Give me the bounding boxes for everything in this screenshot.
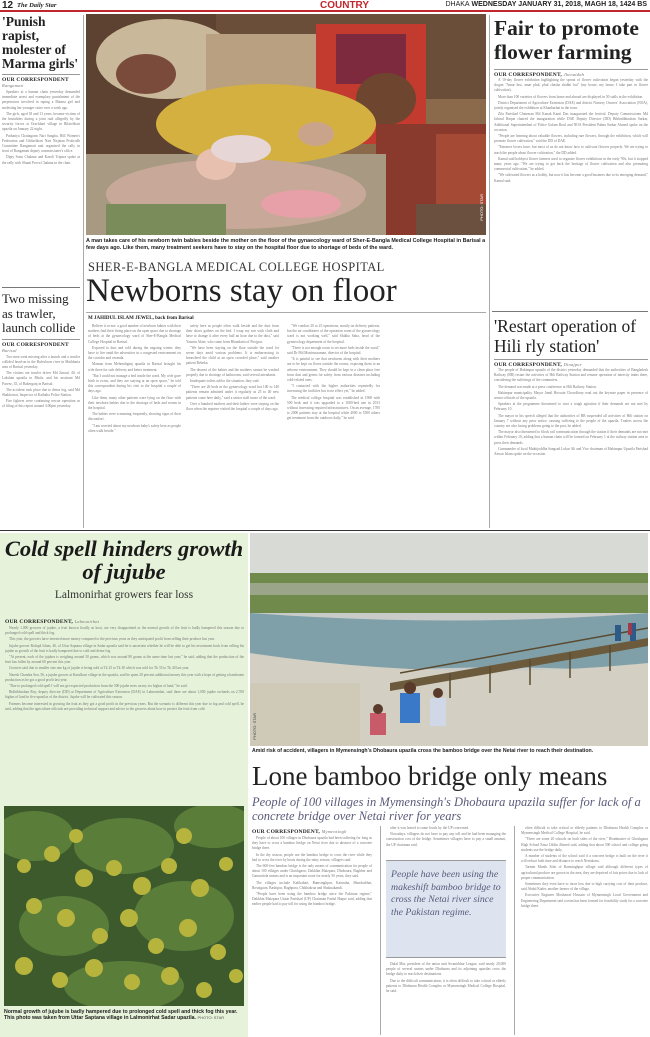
newborns-col-2: safety here as people often walk beside and the dust from their shoes gathers on the bed. I wrap my son with cloth and have to change it after every half an hour due to the dust," said Yasmin Akter, who came from Bhandaria of Pirojpur. "We have been staying on the floor outside the ward for seven days amid various problems. It is embarrassing to breastfeed the child at an open crowded place," said another patient Rebeka. The dearest of the babies and the mothers cannot be washed properly due to shortage of bathrooms, said several attendants. Inadequate toilets add to the situation, they said. "There are 26 beds in the gynaecology ward but 100 to 140 patients remain admitted under it regularly as 25 to 40 new patients come here daily," said a senior staff nurse of the ward. Over a hundred mothers and their babies were staying on the floor when the reporter visited the hospital a couple of days ago. — [186, 324, 279, 412]
trawler-byline-name: OUR CORRESPONDENT — [2, 341, 69, 348]
bridge-col-1: People of about 100 villages in Dhobaura upazila had been suffering for long as they have to cross a bamboo bridge on Netai river due to absence of a concrete bridge there. In the dry season, people use the bamboo bridge to cross the river while they had to cross the river by boats during the rainy season, villagers said. The 600-feet bamboo bridge is the only means of communication for people of about 100 villages under Ghoshgaon, Dakkhin Maizpara, Dhobaura, Baghber and Gamaritola unions and is an important route for nearly 50 years, they said. The villages include Kalikabari, Ramsinghpur, Katuntha, Mundurbhat, Rosnigaon, Bashipur, Baghpara, Chikhakrua and Shakuakandi. "People have been using the bamboo bridge since the Pakistan regime," Dakkhin Maizpara Union Parishad (UP) Chairman Fazlul Haque said, adding that earlier people had to pay toll for using the bamboo bridge. — [252, 836, 372, 907]
jujube-caption-text: Normal growth of jujube is badly hampered due to prolonged cold spell and thick fog this year. This photo was taken from Uttar Saptana village in Lalmonirhat Sadar upazila. — [4, 1009, 238, 1022]
rapist-byline — [2, 74, 80, 88]
jujube-box — [0, 533, 248, 1037]
jujube-photo-credit: PHOTO: STAR — [197, 1015, 225, 1021]
flower-byline: OUR CORRESPONDENT, Jhenaidah — [494, 69, 648, 78]
newborns-col-3: "We conduct 20 to 25 operations, mostly on delivery patients, but the air conditioner of the operation room of the gynaecology ward is not working well," said Shikha Saha, head of the gynaecology department of the hospital. "There is not enough room to set more beds inside the ward," said Dr Md Moniruzzaman, director of the hospital. "It is painful to see that newborns along with their mothers are to be kept on floors outside the rooms, exposing them to an adverse environment. They should be kept in a clean place free from dust and germs for safety from various diseases including cold-related ones. "I contacted with the higher authorities repeatedly for increasing the facilities but to no effect yet," he added. The medical college hospital was established in 1968 with 500 beds and it was upgraded to a 1000-bed one in 2013 without increasing required infrastructures. On an average, 1700 to 2000 patients stay at the hospital while 4000 to 5500 others get treatment from the outdoors daily," he said. — [287, 324, 380, 421]
bridge-byline-place: Mymensingh — [321, 829, 347, 834]
bridge-col-3: often difficult to take critical or elderly patients to Dhobaura Health Complex or Mymensingh Medical College Hospital, he said. "There are some 20 schools on both sides of the river," Headmaster of Ghoshgaon High School Enuz Uddin Ahmed said, adding that about 500 school and college going students use the bridge daily. A number of students of the school said if a concrete bridge is built on the river it will reduce both time and distance to reach Netrakona. Tarmin Monik Sifat of Ramsinghpur village said although different types of agricultural produce are grown in the area, they are deprived of fair prices due to lack of proper communication. Sometimes they even have to incur loss due to high carrying cost of their produce, said Abdul Kader, another farmer of the village. Executive Engineer Mosharraf Hossain of Mymensingh Local Government and Engineering Department said a team has been formed for feasibility study for a concrete bridge there. — [521, 826, 648, 908]
hili-byline: OUR CORRESPONDENT, Dinajpur — [494, 359, 648, 368]
dateline-date: WEDNESDAY JANUARY 31, 2018, MAGH 18, 1424 BS — [471, 1, 647, 8]
flower-byline-name: OUR CORRESPONDENT — [494, 72, 561, 78]
rapist-byline-place: Rangamati — [2, 83, 24, 88]
newborns-headline: Newborns stay on floor — [86, 273, 397, 309]
jujube-body: Nearly 1,000 growers of jujube, a fruit known locally as kooi, are very disappointed as the normal growth of the fruit is badly hampered this season due to prolonged cold spell and thick fog. This year, the growers have invested more money compared to the previous years as they anticipated profit from selling their produce last year. Jujube grower Rafiqul Islam, 46, of Uttar Saptana village in Sadar upazila said he is uncertain whether he will be able to get his investment back from selling his jujube as growth of the fruit is badly hampered due to cold and dense fog. "At present, each of the jujubes is weighing around 30 grams, which was around 80 grams at the same time last year," he said, adding that the production of the fruit has fallen by around 60 percent this year. Growers said due to smaller size one kg of jujube is being sold at Tk 25 to Tk 30 which was sold for Tk 35 to Tk 40 last year. Naresh Chandra Sen, 56, a jujube grower at Kurulkuri village in the upazila, said he spent 20 percent additional money this year with a hope of getting a handsome production as he got a good profit last year. "Due to prolonged cold spell I will not get expected production from the 500 jujube trees on my six bighas of land," he said. Bidhibhushan Roy, deputy director (DD) at Department of Agriculture Extension (DAE) in Lalmonirhat, said there are about 1,000 jujube orchards on 2,760 bighas of land in five upazilas of the district. Jujube will be cultivated this season. Farmers become interested in growing the fruit as they got a good profit in the previous years. But the scenario is different this year due to fog and cold spell, he said, adding that the agriculture officials are providing technical support and advice to the growers about how to protect the fruit from cold. — [5, 626, 244, 711]
jujube-headline: Cold spell hinders growth of jujube — [4, 536, 244, 584]
jujube-byline-name: OUR CORRESPONDENT — [5, 619, 72, 625]
trawler-body: Two men went missing after a launch and a trawler collided head-on in the Buleshwar river in Mathbaria area of Barisal yesterday. The victims are trawler driver Md Jiaraul, 40, of Lakshan upazila in Bhola, and his assistant Md Parvez, 35, of Bakerganj in Barisal. The accident took place due to dense fog, said Md Shakhawat, Inspector of Kathalia Police Station. Fire fighters were continuing rescue operation as of filing of this report around 4:00pm yesterday. — [2, 354, 80, 409]
newborns-byline: M JAHIDUL ISLAM JEWEL, back from Barisal — [88, 316, 194, 321]
newborns-col-1: Believe it or not: a good number of newborn babies with their mothers find their living place on the open space due to shortage of beds at the gynaecology ward of Sher-E-Bangla Medical College Hospital in Barisal. Exposed to dust and cold during the ongoing winter, they have to live amid the adversities in a congested environment on the corridor and veranda. Mamun from Mehendiganj upazila in Barisal brought his wife there for safe delivery and better treatment. "But I could not manage a bed inside the ward. My wife gave birth to twins, and they are staying at an open space," he told this correspondent during his visit to the hospital a couple of days ago. Like them, many other patients were lying on the floor with their newborn babies due to the shortage of beds and rooms in the hospital. The babies were screaming frequently, showing signs of their discomfort. "I am worried about my newborn baby's safety here as people often walk beside." — [88, 324, 181, 433]
bridge-caption: Amid risk of accident, villagers in Mymensingh's Dhobaura upazila cross the bamboo bridge over the Netai river to reach their destination. — [252, 748, 594, 754]
newborns-kicker: SHER-E-BANGLA MEDICAL COLLEGE HOSPITAL — [88, 260, 385, 274]
bridge-photo — [250, 533, 648, 746]
trawler-story — [2, 292, 80, 505]
bridge-pull-quote-text: People have been using the makeshift bamboo bridge to cross the Netai river since the Pakistan regime. — [391, 869, 501, 918]
rapist-byline-name: OUR CORRESPONDENT — [2, 77, 69, 83]
rapist-headline: 'Punish rapist, molester of Marma girls' — [2, 14, 79, 71]
masthead — [0, 0, 650, 12]
flower-body: A 10-day flower exhibition highlighting the sprout of flower cultivation began yesterday with the slogan "Amar lust, amar phul, phul chasha shubhi hoi" (my house, my home, I take part in flower cultivation). More than 100 varieties of flowers from home and abroad are displayed in 50 stalls in the exhibition. District Department of Agriculture Extension (DAE) and district Nursery Owners' Association (NOA), jointly organised the exhibition at Khankarhat in the town. Zila Parishad Chairman Md Kanak Kanti Das inaugurated the festival. Deputy Commissioner Md Jahirul Haque chaired the inauguration while DAE Deputy Director (DD) Bibhutibhushan Sarkar, Additional Superintendent of Police Golam Rouf and NOA President Pabna Sarkar Ahmed spoke on the occasion. "People are learning about valuable flowers, including rare flowers, through the exhibition, which will promote flower cultivation," said the DD of DAE. "Entrance lovers have, but most of us do not know how to cultivate flowers properly. We are trying to teach the people about flower cultivation," the DD added. Kamal said hobbyist flower farmers used to organise flower exhibitions in the early '90s, but it stopped many years ago. "We are trying to get back the heritage of flower cultivation and also promoting commercial cultivation," he added. "We cultivated flowers as a hobby, but now it has become a good business due to its emerging demand," Kamal said. — [494, 78, 648, 183]
hili-byline-place: Dinajpur — [563, 362, 582, 367]
page-number: 12 — [2, 0, 14, 11]
bridge-col-2: after it was leased to some locals by the UP concerned. Nowadays, villagers do not have to pay any toll and he had been managing the construction cost of the bridge. Sometimes villagers have to pay a small amount, the UP chairman said. — [386, 826, 506, 847]
newborns-caption: A man takes care of his newborn twin babies beside the mother on the floor of the gynaecology ward of Sher-E-Bangla Medical College Hospital in Barisal a few days ago. Like them, many treatment seekers have to stay on the hospital floor due to shortage of beds of the ward. — [86, 238, 486, 251]
bridge-byline-name: OUR CORRESPONDENT — [252, 829, 319, 835]
bridge-col-2b: Dulal Mia, president of the union unit Swanirbhar League, said nearly 20,000 people of several unions under Dhobaura and its adjoining upazilas cross the bridge daily to reach their destinations. Due to the difficult communication, it is often difficult to take critical or elderly patients to Dhobaura Health Complex or Mymensingh Medical College Hospital, he said. — [386, 962, 506, 994]
trawler-headline: Two missing as trawler, launch collide — [2, 291, 76, 335]
bridge-photo-credit: PHOTO: STAR — [252, 713, 257, 740]
jujube-caption — [4, 1009, 244, 1021]
jujube-byline-place: Lalmonirhat — [74, 619, 100, 624]
rapist-body: Speakers at a human chain yesterday demanded immediate arrest and exemplary punishment of the perpetrators involved in raping a Marma girl and molesting her younger sister over a week ago. The girls, aged 18 and 13 years, became victims of the brutalities during a joint raid allegedly by the security forces at Orachhari village in Bilaichhari upazila on January 22 night. Parbattya Chattagram Nari Sangha, Hill Women's Federation and Ghilachhari Nari Nirjatan Protirodh Committee Rangamati unit organised the rally in front of Rangamati deputy commissioner's office. Dipty Sonu Chakma and Kasoli Tripura spoke at the rally with Shanti Prova Chakma in the chair. — [2, 90, 80, 165]
bridge-subhead: People of 100 villages in Mymensingh's Dhobaura upazila suffer for lack of a concrete bridge over Netai river for years — [252, 795, 641, 823]
bridge-pull-quote — [386, 860, 506, 958]
paper-logo: The Daily Star — [17, 2, 57, 9]
hili-headline: 'Restart operation of Hili rly station' — [494, 316, 637, 356]
jujube-subhead: Lalmonirhat growers fear loss — [54, 589, 194, 601]
flower-byline-place: Jhenaidah — [563, 72, 585, 77]
dateline-city: DHAKA — [445, 1, 470, 8]
newborns-photo — [86, 14, 486, 235]
trawler-byline-place: Barisal — [2, 347, 17, 353]
section-label: COUNTRY — [320, 0, 370, 11]
hili-byline-name: OUR CORRESPONDENT — [494, 362, 561, 368]
dateline — [445, 1, 647, 8]
newborns-photo-credit: PHOTO: STAR — [479, 194, 484, 221]
trawler-byline — [2, 339, 80, 353]
flower-headline: Fair to promote flower farming — [494, 16, 639, 64]
hili-body: The people of Hakimpur upazila of the district yesterday demanded that the authorities of Bangladesh Railway (BR) restart the activities of Hili Railway Station and resume operation of intercity trains there, considering the sufferings of the commuters. The demand was made at a press conference at Hili Railway Station. Hakimpur municipality Mayor Jamil Hossain Chowdhury read out the keynote paper in presence of senior officials of the upazila. Speakers at the programme threatened to start a tough agitation if their demands are not met by February 10. The mayor in his speech alleged that the authorities of BR suspended all activities of Hili station on January 7 without any prior notice, causing suffering to the people of the upazila. Traders across the country are also facing problems going to the port, he added. The mayor also threatened to block rail communication through the station if their demands are not met within February 10, adding that a human chain will be formed on February 1 at the railway station area to press their demands. Commander of local Muktijoddha Sangsad Lokur Ali and Vice chairman of Hakimpur Upazila Parishad Anwar Islam spoke on the occasion. — [494, 368, 648, 457]
jujube-byline: OUR CORRESPONDENT, Lalmonirhat — [5, 619, 100, 625]
bridge-byline: OUR CORRESPONDENT, Mymensingh — [252, 829, 347, 835]
jujube-photo — [4, 806, 244, 1006]
rapist-story — [2, 15, 80, 305]
bridge-headline: Lone bamboo bridge only means — [252, 761, 608, 791]
